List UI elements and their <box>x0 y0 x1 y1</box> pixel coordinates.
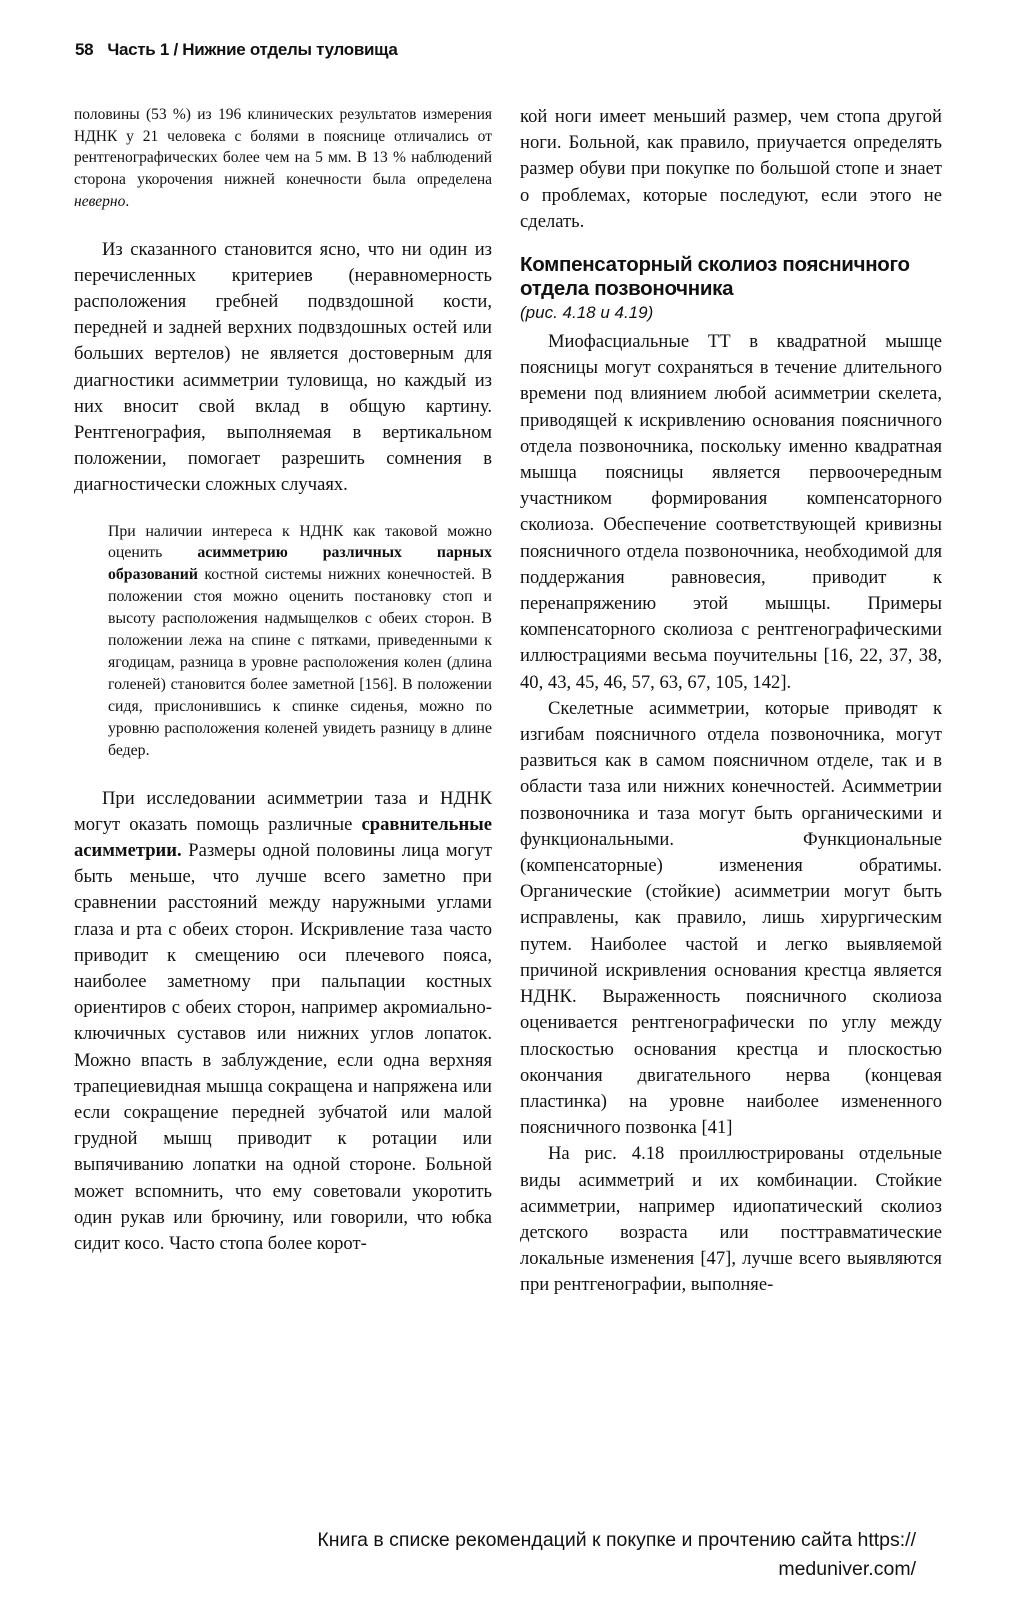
right-paragraph-3: На рис. 4.18 проиллюстрированы отдельные виды асимметрий и их комбинации. Стойкие асимметрии, например идиопатический сколиоз детского возраста или посттравматические локальные изменения [47], лучше всего выявляются при рентгенографии, выполняе- <box>520 1143 942 1296</box>
running-header <box>75 40 398 60</box>
page-number: 58 <box>75 40 94 59</box>
left-paragraph-1 <box>74 104 492 213</box>
footer-line-1: Книга в списке рекомендаций к покупке и прочтению сайта https:// <box>317 1529 916 1551</box>
left-paragraph-2: Из сказанного становится ясно, что ни один из перечисленных критериев (неравномерность расположения гребней подвздошной кости, передней и задней верхних подвздошных остей или больших вертелов) не является достоверным для диагностики асимметрии туловища, но каждый из них вносит свой вклад в общую картину. Рентгенография, выполняемая в вертикальном положении, помогает разрешить сомнения в диагностически сложных случаях. <box>74 238 492 496</box>
left-p1-text: половины (53 %) из 196 клинических результатов измерения НДНК у 21 человека с болями в пояснице отличались от рентгенографических более чем на 5 мм. В 13 % наблюдений сторона укорочения нижней конечности была определена <box>74 106 492 189</box>
left-paragraph-3 <box>74 786 492 1258</box>
footer-line-2: meduniver.com/ <box>778 1558 916 1580</box>
running-title: Часть 1 / Нижние отделы туловища <box>107 40 398 59</box>
section-figure-ref: (рис. 4.18 и 4.19) <box>520 303 654 323</box>
right-paragraph-1: Миофасциальные ТТ в квадратной мышце поясницы могут сохраняться в течение длительного времени под влиянием любой асимметрии скелета, приводящей к искривлению основания поясничного отдела позвоночника, поскольку именно квадратная мышца поясницы является первоочередным участником формирования компенсаторного сколиоза. Обеспечение соответствующей кривизны поясничного отдела позвоночника, необходимой для поддержания равновесия, приводит к перенапряжению этой мышцы. Примеры компенсаторного сколиоза с рентгенографическими иллюстрациями весьма поучительны [16, 22, 37, 38, 40, 43, 45, 46, 57, 63, 67, 105, 142]. <box>520 331 942 693</box>
right-column <box>520 104 942 1299</box>
left-column <box>74 104 492 1257</box>
left-note <box>74 521 492 762</box>
right-paragraph-0: кой ноги имеет меньший размер, чем стопа другой ноги. Больной, как правило, приучается определять размер обуви при покупке по большой стопе и знает о проблемах, которые последуют, если этого не сделать. <box>520 106 942 232</box>
left-p3-text-a: При исследовании асимметрии таза и НДНК могут оказать помощь различные <box>74 787 492 835</box>
left-p3-text-b: Размеры одной половины лица могут быть меньше, что лучше всего заметно при сравнении расстояний между наружными углами глаза и рта с обеих сторон. Искривление таза часто приводит к смещению оси плечевого пояса, наиболее заметному при пальпации костных ориентиров с обеих сторон, например акромиально-ключичных суставов или нижних углов лопаток. Можно впасть в заблуждение, если одна верхняя трапециевидная мышца сокращена и напряжена или если сокращение передней зубчатой или малой грудной мышц приводит к ротации или выпячиванию лопатки на одной стороне. Больной может вспомнить, что ему советовали укоротить один рукав или брючину, или говорили, что юбка сидит косо. Часто стопа более корот- <box>74 839 492 1254</box>
left-p3-bold: сравнительные асимметрии. <box>74 813 492 861</box>
left-p1-italic: неверно <box>74 192 126 210</box>
left-p1-end: . <box>125 192 130 210</box>
note-text-b: костной системы нижних конечностей. В положении стоя можно оценить постановку стоп и высоту расположения надмыщелков с обеих сторон. В положении лежа на спине с пятками, приведенными к ягодицам, разница в уровне расположения колен (длина голеней) становится более заметной [156]. В положении сидя, прислонившись к спинке сиденья, можно по уровню расположения коленей увидеть разницу в длине бедер. <box>108 566 492 759</box>
right-paragraph-2: Скелетные асимметрии, которые приводят к изгибам поясничного отдела позвоночника, могут развиться как в самом поясничном отделе, так и в области таза или нижних конечностей. Асимметрии позвоночника и таза могут быть органическими и функциональными. Функциональные (компенсаторные) изменения обратимы. Органические (стойкие) асимметрии могут быть исправлены, как правило, лишь хирургическим путем. Наиболее частой и легко выявляемой причиной искривления основания крестца является НДНК. Выраженность поясничного сколиоза оценивается рентгенографически по углу между плоскостью основания крестца и плоскостью окончания двигательного нерва (концевая пластинка) на уровне наиболее измененного поясничного позвонка [41] <box>520 697 942 1139</box>
note-bold: асимметрию различных парных образований <box>108 544 492 584</box>
section-title: Компенсаторный сколиоз поясничного отдела позвоночника <box>520 253 910 301</box>
note-text-a: При наличии интереса к НДНК как таковой можно оценить <box>108 522 492 562</box>
